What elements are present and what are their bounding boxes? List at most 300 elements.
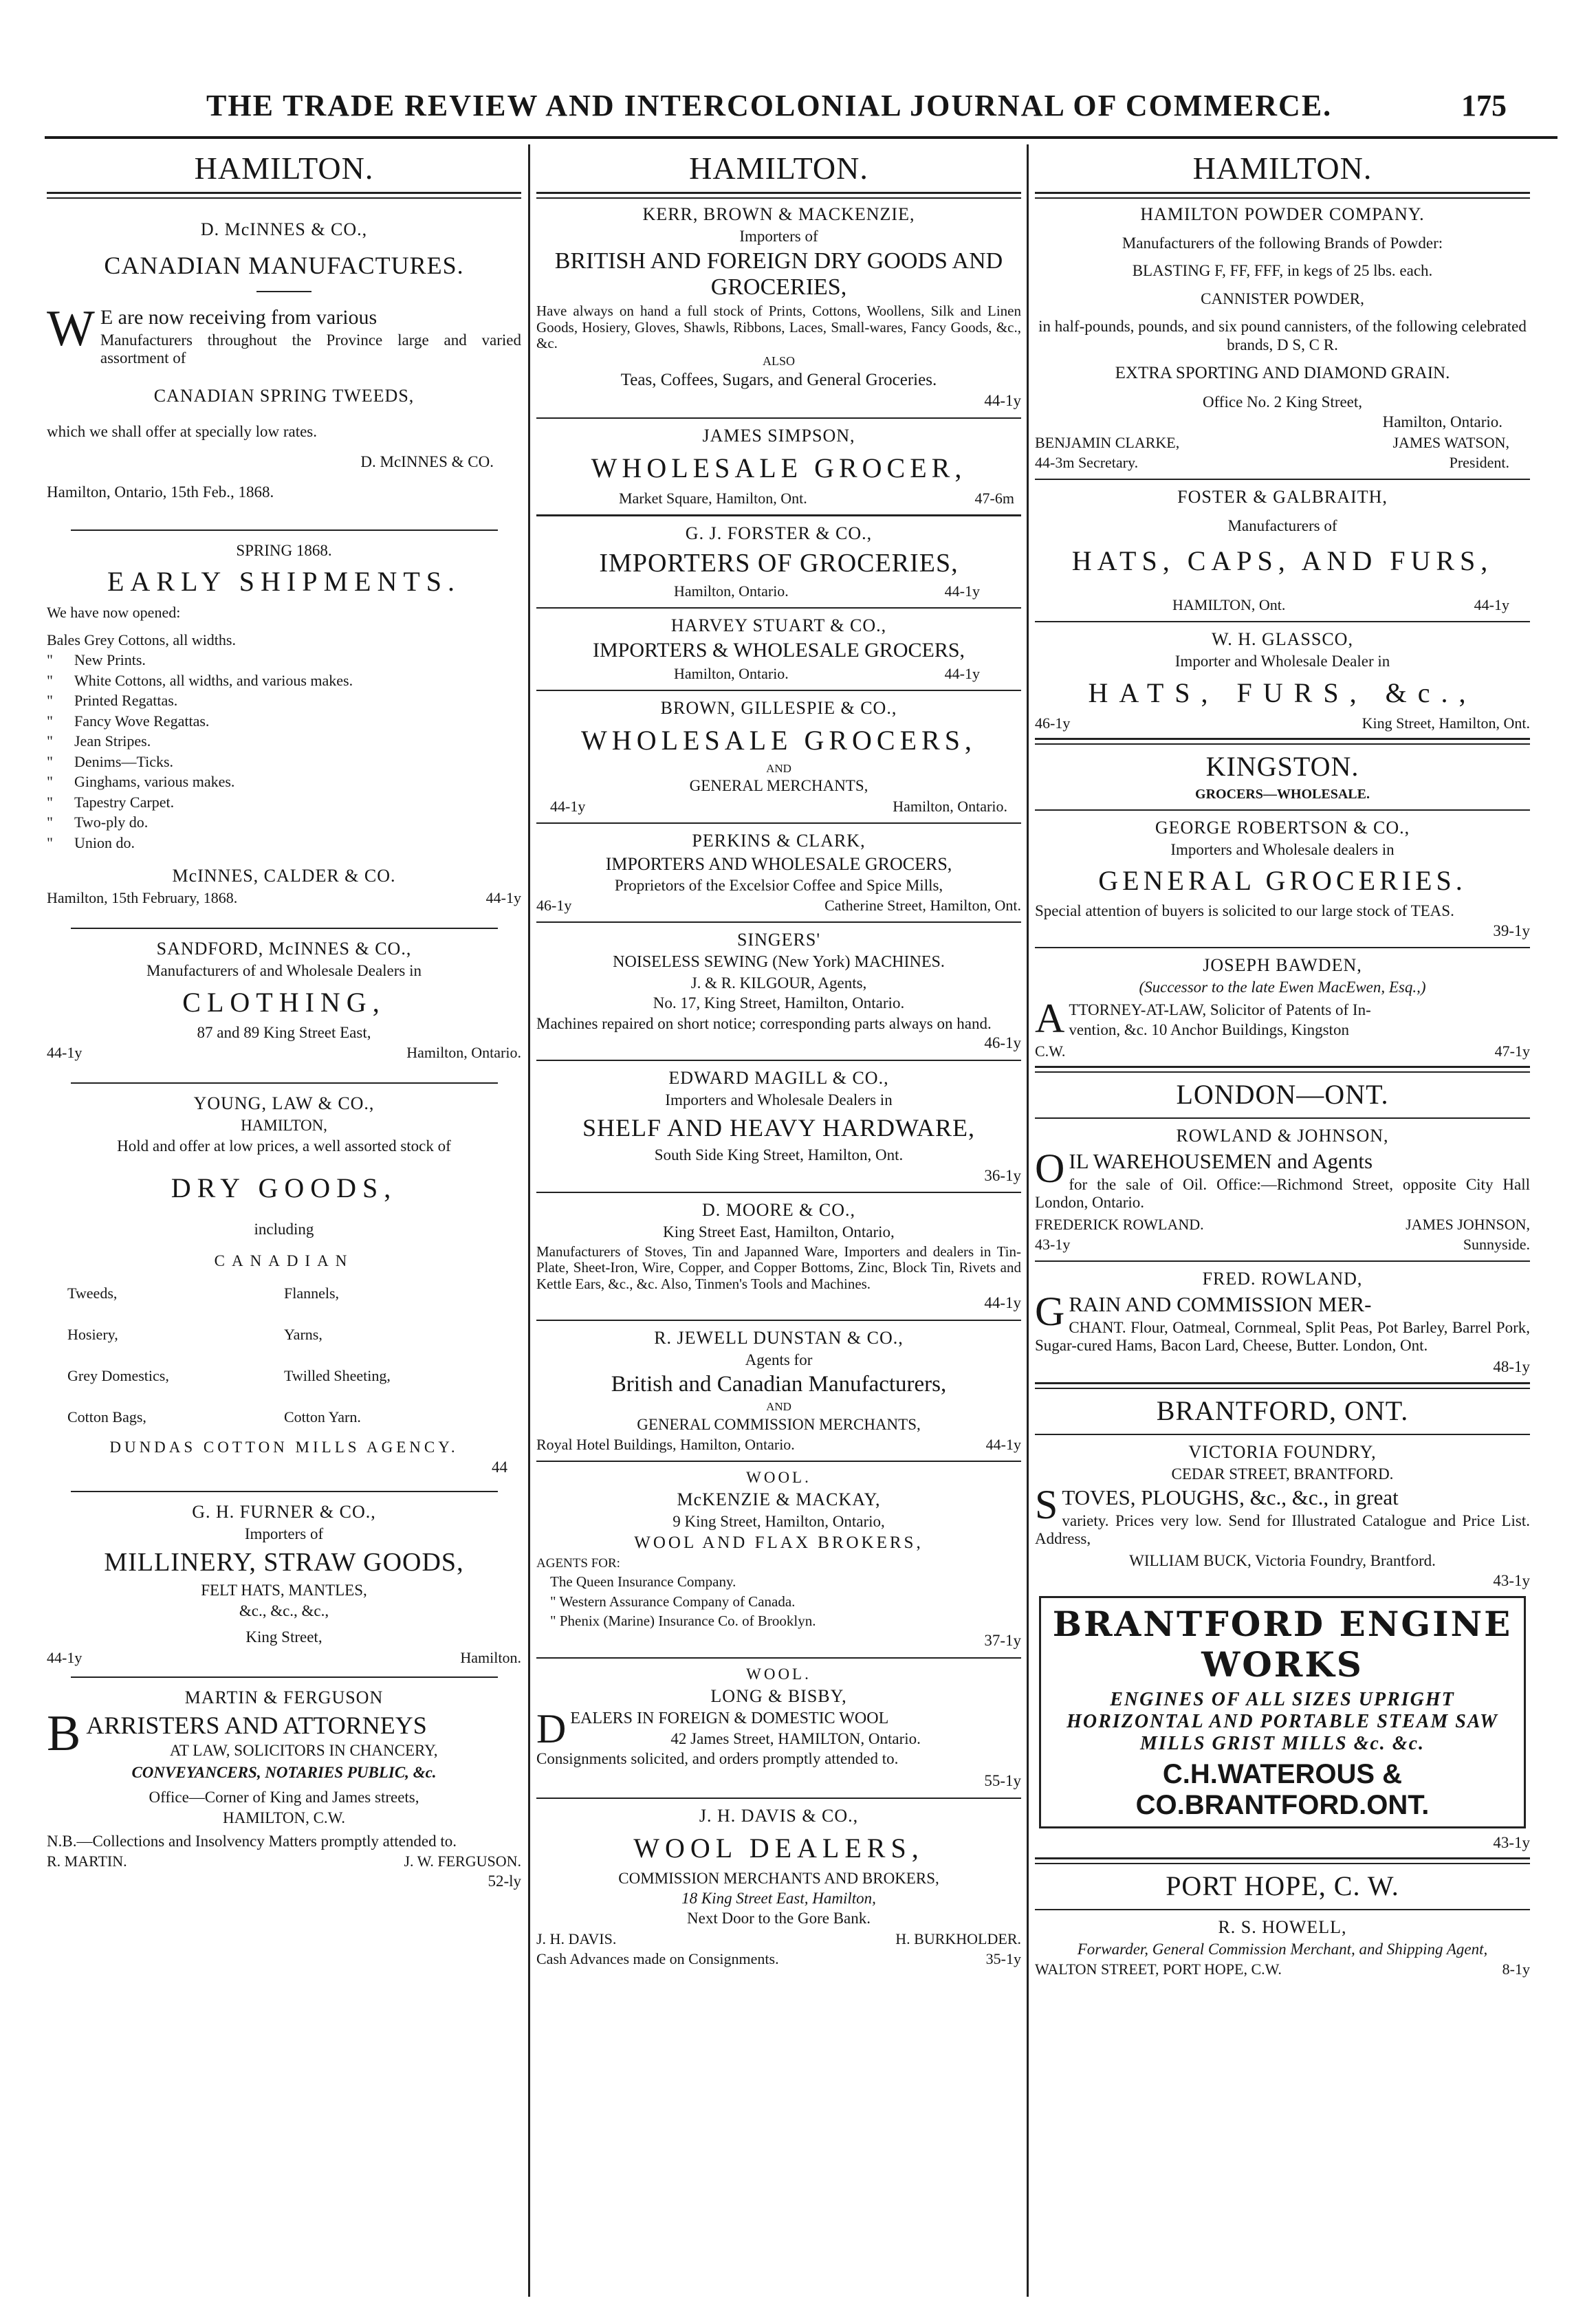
firm-name: HARVEY STUART & CO.,	[670, 615, 887, 635]
ad-code: 47-6m	[974, 489, 1014, 507]
ad-code: 52-ly	[488, 1872, 521, 1890]
firm-name: FOSTER & GALBRAITH,	[1177, 486, 1388, 507]
list-item-label: Jean Stripes.	[74, 732, 151, 750]
ad-text: " Western Assurance Company of Canada.	[550, 1593, 796, 1610]
ad-city: Hamilton, Ontario.	[674, 582, 789, 600]
advertisement	[536, 204, 1021, 411]
advertisement	[47, 1093, 521, 1477]
rule	[1035, 1909, 1530, 1910]
ad-text: DUNDAS COTTON MILLS AGENCY.	[109, 1438, 459, 1456]
ad-text: ALSO	[762, 353, 795, 368]
ad-text: AGENTS FOR:	[536, 1555, 620, 1571]
ditto-mark: "	[47, 813, 53, 831]
ad-code: 55-1y	[984, 1772, 1021, 1790]
advertisement	[1035, 629, 1530, 732]
advertisement	[536, 1665, 1021, 1791]
ad-code: 43-1y	[1035, 1235, 1071, 1253]
partner-name: J. H. DAVIS.	[536, 1930, 617, 1947]
ad-code: 36-1y	[984, 1166, 1021, 1184]
rule	[71, 1491, 498, 1492]
goods-item: Hosiery,	[67, 1325, 118, 1343]
list-item	[47, 671, 521, 690]
firm-name: W. H. GLASSCO,	[1212, 629, 1353, 650]
advertisement	[536, 523, 1021, 600]
city-heading: HAMILTON.	[1192, 151, 1373, 186]
drop-cap: D	[536, 1709, 567, 1751]
ad-top: WOOL.	[746, 1468, 811, 1486]
ad-city: HAMILTON, C.W.	[222, 1809, 346, 1826]
advertisement	[536, 615, 1021, 683]
column-left	[47, 144, 521, 2297]
advertisement	[1035, 818, 1530, 941]
ad-text: CANADIAN	[214, 1252, 354, 1270]
ad-text: Manufacturers of the following Brands of Powder:	[1122, 234, 1443, 252]
ditto-mark: "	[47, 712, 53, 730]
ad-address: Market Square, Hamilton, Ont.	[619, 489, 807, 507]
firm-name: ROWLAND & JOHNSON,	[1176, 1126, 1389, 1146]
engine-works-logo	[1039, 1596, 1526, 1828]
ad-city: Hamilton, Ontario.	[1382, 413, 1502, 431]
ad-text: GENERAL MERCHANTS,	[689, 777, 868, 795]
advertisement	[536, 831, 1021, 915]
ad-code: 46-1y	[536, 897, 572, 915]
logo-firm: C.H.WATEROUS & CO.BRANTFORD.ONT.	[1135, 1758, 1430, 1820]
ad-headline: CANADIAN MANUFACTURES.	[104, 252, 464, 279]
advertisement	[47, 219, 521, 502]
signature: McINNES, CALDER & CO.	[172, 866, 396, 886]
officer-name: BENJAMIN CLARKE,	[1035, 433, 1180, 451]
partner-name: FREDERICK ROWLAND.	[1035, 1215, 1204, 1233]
ad-code: 44	[492, 1459, 507, 1476]
drop-cap: B	[47, 1710, 81, 1762]
firm-name: YOUNG, LAW & CO.,	[193, 1093, 375, 1114]
list-item-label: Two-ply do.	[74, 813, 149, 831]
rule	[71, 1676, 498, 1678]
ad-code: 37-1y	[984, 1632, 1021, 1650]
ad-text: The Queen Insurance Company.	[550, 1573, 736, 1591]
goods-item: Grey Domestics,	[67, 1366, 169, 1384]
city-heading: HAMILTON.	[194, 151, 374, 186]
firm-name: D. McINNES & CO.,	[200, 219, 368, 239]
partner-name: J. W. FERGUSON.	[404, 1853, 521, 1870]
ditto-mark: "	[47, 671, 53, 689]
rule	[536, 921, 1021, 923]
ad-address: CEDAR STREET, BRANTFORD.	[1171, 1465, 1394, 1483]
ad-text: CANNISTER POWDER,	[1201, 290, 1364, 307]
list-item	[47, 651, 521, 670]
list-item	[47, 793, 521, 812]
ad-text: &c., &c., &c.,	[239, 1602, 329, 1619]
firm-name: R. JEWELL DUNSTAN & CO.,	[654, 1327, 904, 1348]
rule	[536, 822, 1021, 824]
rule	[1035, 1434, 1530, 1435]
partner-name: H. BURKHOLDER.	[895, 1930, 1021, 1947]
list-item-label: Printed Regattas.	[74, 692, 178, 710]
ad-headline: GENERAL GROCERIES.	[1098, 865, 1467, 897]
rule	[71, 529, 498, 531]
ditto-mark: "	[47, 752, 53, 770]
partner-name: R. MARTIN.	[47, 1853, 127, 1870]
ad-line: Importers and Wholesale Dealers in	[665, 1091, 893, 1108]
firm-name: G. H. FURNER & CO.,	[192, 1501, 376, 1522]
ad-city: Hamilton.	[460, 1648, 521, 1666]
list-item	[47, 712, 521, 731]
goods-item: Flannels,	[284, 1284, 340, 1302]
ad-headline: CLOTHING,	[182, 986, 386, 1018]
rule	[1035, 809, 1530, 811]
ad-headline: ARRISTERS AND ATTORNEYS	[86, 1711, 427, 1739]
double-rule	[1035, 192, 1530, 199]
advertisement	[47, 939, 521, 1062]
column-right	[1035, 144, 1530, 2297]
drop-cap: S	[1035, 1485, 1058, 1528]
ad-code: 44-1y	[984, 1294, 1021, 1312]
ad-code: 44-1y	[984, 392, 1021, 410]
advertisement	[536, 930, 1021, 1053]
ditto-mark: "	[47, 773, 53, 791]
ad-headline: WHOLESALE GROCER,	[591, 452, 967, 483]
ad-text: N.B.—Collections and Insolvency Matters promptly attended to.	[47, 1833, 457, 1850]
ditto-mark: "	[47, 833, 53, 851]
ad-code: 44-1y	[1474, 596, 1509, 614]
ad-line: Agents for	[745, 1351, 813, 1368]
advertisement	[47, 542, 521, 907]
firm-name: SANDFORD, McINNES & CO.,	[156, 939, 412, 959]
ad-text: Have always on hand a full stock of Prints, Cottons, Woollens, Silk and Linen Goods, Hosiery, Gloves, Shawls, Ribbons, Laces, Small-wares, Fancy Goods, &c., &c.	[536, 303, 1021, 352]
ad-text: AT LAW, SOLICITORS IN CHANCERY,	[169, 1741, 438, 1759]
advertisement	[1035, 204, 1530, 472]
city-heading: LONDON—ONT.	[1176, 1079, 1389, 1111]
ad-text: including	[254, 1221, 314, 1238]
ad-address: Next Door to the Gore Bank.	[687, 1910, 871, 1927]
ad-headline: EARLY SHIPMENTS.	[107, 566, 461, 598]
advertisement	[536, 426, 1021, 507]
ad-code: 44-1y	[550, 797, 586, 815]
rule	[71, 1082, 498, 1084]
ditto-mark: "	[47, 651, 53, 669]
partner-name: JAMES JOHNSON,	[1406, 1215, 1530, 1233]
list-item	[47, 772, 521, 791]
city-heading: BRANTFORD, ONT.	[1156, 1395, 1409, 1426]
double-rule	[1035, 738, 1530, 745]
officer-title: 44-3m Secretary.	[1035, 453, 1139, 471]
ad-address: Office No. 2 King Street,	[1202, 393, 1363, 411]
list-item-label: Union do.	[74, 833, 135, 851]
goods-grid	[67, 1285, 501, 1426]
ad-text: AND	[766, 1400, 791, 1413]
rule	[536, 1798, 1021, 1799]
ad-code: 46-1y	[984, 1034, 1021, 1052]
firm-name: PERKINS & CLARK,	[692, 830, 866, 851]
ad-line: Importers and Wholesale dealers in	[1170, 840, 1395, 858]
double-rule	[536, 192, 1021, 199]
ad-code: 44-1y	[944, 664, 980, 682]
rule	[1035, 479, 1530, 480]
advertisement	[1035, 955, 1530, 1060]
firm-name: KERR, BROWN & MACKENZIE,	[642, 204, 915, 224]
firm-name: GEORGE ROBERTSON & CO.,	[1155, 817, 1410, 838]
ad-text: FELT HATS, MANTLES,	[201, 1582, 367, 1599]
ad-text: TTORNEY-AT-LAW, Solicitor of Patents of In-	[1069, 1001, 1371, 1018]
ad-address: 87 and 89 King Street East,	[197, 1023, 371, 1041]
double-rule	[47, 192, 521, 199]
ad-line: Importers of	[739, 228, 818, 245]
ad-headline: NOISELESS SEWING (New York) MACHINES.	[613, 953, 945, 972]
ad-text: Cash Advances made on Consignments.	[536, 1949, 779, 1967]
ad-address: King Street,	[245, 1628, 323, 1646]
firm-name: R. S. HOWELL,	[1218, 1916, 1347, 1937]
firm-name: VICTORIA FOUNDRY,	[1188, 1441, 1377, 1462]
goods-item: Tweeds,	[67, 1284, 118, 1302]
advertisement	[47, 1687, 521, 1891]
ad-code: 39-1y	[1493, 921, 1530, 939]
ad-text: BLASTING F, FF, FFF, in kegs of 25 lbs. each.	[1132, 262, 1433, 280]
officer-name: JAMES WATSON,	[1392, 433, 1509, 451]
ad-item: CANADIAN SPRING TWEEDS,	[153, 385, 415, 406]
logo-title: BRANTFORD ENGINE WORKS	[1052, 1603, 1513, 1685]
ad-text: CONVEYANCERS, NOTARIES PUBLIC, &c.	[131, 1763, 437, 1781]
goods-item: Twilled Sheeting,	[284, 1366, 391, 1384]
ad-text: Consignments solicited, and orders promptly attended to.	[536, 1750, 899, 1768]
city-heading: KINGSTON.	[1205, 750, 1359, 782]
advertisement	[536, 1200, 1021, 1312]
ad-text: in half-pounds, pounds, and six pound cannisters, of the following celebrated brands, D S, C R.	[1038, 318, 1527, 353]
ad-text: for the sale of Oil. Office:—Richmond Street, opposite City Hall London, Ontario.	[1035, 1176, 1530, 1211]
ad-line: Hold and offer at low prices, a well assorted stock of	[117, 1137, 451, 1155]
ad-headline: HATS, CAPS, AND FURS,	[1071, 545, 1494, 577]
ad-address: 9 King Street, Hamilton, Ontario,	[673, 1513, 885, 1531]
drop-cap: A	[1035, 998, 1065, 1041]
advertisement	[536, 698, 1021, 816]
date-line: Hamilton, Ontario, 15th Feb., 1868.	[47, 483, 274, 501]
ad-headline: DRY GOODS,	[171, 1172, 397, 1203]
advertisement	[536, 1806, 1021, 1968]
ad-text: variety. Prices very low. Send for Illustrated Catalogue and Price List. Address,	[1035, 1512, 1530, 1547]
ad-headline: MILLINERY, STRAW GOODS,	[104, 1548, 464, 1577]
firm-name: FRED. ROWLAND,	[1202, 1268, 1363, 1289]
ad-code: 44-1y	[944, 582, 980, 600]
goods-item: Cotton Yarn.	[284, 1408, 361, 1425]
firm-name: J. H. DAVIS & CO.,	[699, 1805, 859, 1826]
list-item-label: New Prints.	[74, 651, 146, 669]
shipment-list	[47, 651, 521, 852]
firm-name: G. J. FORSTER & CO.,	[685, 523, 873, 543]
advertisement	[536, 1328, 1021, 1454]
ad-code: 47-1y	[1494, 1042, 1530, 1060]
ad-text: Proprietors of the Excelsior Coffee and Spice Mills,	[614, 876, 943, 894]
signature: D. McINNES & CO.	[360, 452, 494, 470]
ad-code: 43-1y	[1493, 1572, 1530, 1590]
section-subheading: GROCERS—WHOLESALE.	[1195, 786, 1370, 802]
ad-text: (Successor to the late Ewen MacEwen, Esq.,)	[1139, 979, 1426, 996]
list-item	[47, 752, 521, 772]
list-item	[47, 732, 521, 751]
ad-text: Forwarder, General Commission Merchant, and Shipping Agent,	[1077, 1940, 1488, 1958]
advertisement	[536, 1068, 1021, 1185]
column-rule	[1027, 144, 1029, 2297]
rule	[1035, 621, 1530, 622]
ad-text: GENERAL COMMISSION MERCHANTS,	[637, 1415, 921, 1433]
running-header: THE TRADE REVIEW AND INTERCOLONIAL JOURNAL OF COMMERCE.	[206, 89, 1333, 122]
ad-code: 44-1y	[485, 889, 521, 907]
rule	[536, 1657, 1021, 1659]
ad-address: King Street, Hamilton, Ont.	[1362, 714, 1530, 732]
list-item: Bales Grey Cottons, all widths.	[47, 631, 236, 648]
ad-code: 46-1y	[1035, 714, 1071, 732]
firm-name: JAMES SIMPSON,	[702, 425, 855, 446]
goods-item: Cotton Bags,	[67, 1408, 146, 1425]
ad-city: Sunnyside.	[1463, 1235, 1530, 1253]
ad-headline: British and Canadian Manufacturers,	[611, 1372, 947, 1397]
list-item-label: Tapestry Carpet.	[74, 793, 175, 811]
ad-text: CHANT. Flour, Oatmeal, Cornmeal, Split Peas, Pot Barley, Barrel Pork, Sugar-cured Hams, Bacon Lard, Cheese, Butter. London, Ont.	[1035, 1318, 1530, 1354]
ad-address: South Side King Street, Hamilton, Ont.	[654, 1146, 904, 1164]
ad-address: No. 17, King Street, Hamilton, Ontario.	[653, 994, 905, 1012]
ad-text: E are now receiving from various	[100, 306, 378, 329]
ad-code: 43-1y	[1493, 1833, 1530, 1851]
ad-code: 44-1y	[47, 1648, 83, 1666]
ad-headline: RAIN AND COMMISSION MER-	[1069, 1291, 1372, 1316]
ad-city: Hamilton, Ontario.	[406, 1044, 521, 1062]
ad-text: Teas, Coffees, Sugars, and General Groceries.	[620, 370, 937, 389]
ad-headline: IMPORTERS & WHOLESALE GROCERS,	[592, 638, 965, 662]
officer-title: President.	[1449, 453, 1509, 471]
ad-line: Importers of	[244, 1525, 324, 1542]
ad-text: Special attention of buyers is solicited to our large stock of TEAS.	[1035, 902, 1454, 920]
logo-text: ENGINES OF ALL SIZES UPRIGHT HORIZONTAL AND PORTABLE STEAM SAW MILLS GRIST MILLS &c. &c.	[1067, 1688, 1498, 1754]
column-middle	[536, 144, 1021, 2297]
ad-line: Manufacturers of and Wholesale Dealers in	[146, 962, 422, 980]
ad-address: 42 James Street, HAMILTON, Ontario.	[670, 1729, 921, 1747]
ad-text: vention, &c. 10 Anchor Buildings, Kingston	[1069, 1020, 1349, 1038]
rule	[1035, 1260, 1530, 1262]
advertisement	[1035, 1442, 1530, 1591]
advertisement	[1035, 1917, 1530, 1978]
ditto-mark: "	[47, 793, 53, 811]
ad-headline: WOOL DEALERS,	[633, 1832, 924, 1864]
ad-headline: WHOLESALE GROCERS,	[581, 724, 976, 756]
advertisement	[47, 1502, 521, 1667]
rule	[1035, 947, 1530, 948]
firm-name: JOSEPH BAWDEN,	[1203, 955, 1362, 976]
firm-name: SINGERS'	[736, 930, 821, 950]
drop-cap: G	[1035, 1291, 1065, 1334]
ad-top: WOOL.	[746, 1665, 811, 1683]
firm-name: EDWARD MAGILL & CO.,	[668, 1067, 889, 1088]
list-item-label: Ginghams, various makes.	[74, 773, 235, 791]
ad-code: 8-1y	[1502, 1960, 1530, 1978]
ad-headline: WOOL AND FLAX BROKERS,	[634, 1533, 923, 1552]
double-rule	[1035, 1857, 1530, 1864]
ad-season: SPRING 1868.	[236, 541, 332, 559]
advertisement	[1035, 1269, 1530, 1377]
ad-line: Manufacturers of	[1227, 516, 1337, 534]
ad-code: 35-1y	[985, 1949, 1021, 1967]
firm-name: MARTIN & FERGUSON	[184, 1687, 384, 1707]
short-rule	[256, 291, 311, 292]
ad-headline: BRITISH AND FOREIGN DRY GOODS AND GROCERIES,	[554, 248, 1003, 301]
ditto-mark: "	[47, 692, 53, 710]
ad-headline: IMPORTERS OF GROCERIES,	[599, 548, 959, 578]
double-rule	[1035, 1382, 1530, 1389]
ad-headline: TOVES, PLOUGHS, &c., &c., in great	[1062, 1485, 1399, 1510]
date-line: Hamilton, 15th February, 1868.	[47, 889, 238, 907]
firm-name: HAMILTON POWDER COMPANY.	[1140, 204, 1425, 224]
ad-text: EXTRA SPORTING AND DIAMOND GRAIN.	[1115, 364, 1450, 383]
drop-cap: O	[1035, 1149, 1065, 1192]
drop-cap: W	[47, 306, 95, 357]
ad-line: Importer and Wholesale Dealer in	[1174, 653, 1390, 670]
rule	[71, 928, 498, 929]
ad-note: which we shall offer at specially low rates.	[47, 422, 317, 440]
list-item	[47, 833, 521, 853]
goods-item: Yarns,	[284, 1325, 323, 1343]
ad-text: J. & R. KILGOUR, Agents,	[690, 974, 867, 992]
ad-text: AND	[766, 761, 791, 775]
ad-headline: IL WAREHOUSEMEN and Agents	[1069, 1149, 1373, 1174]
ad-text: C.W.	[1035, 1042, 1066, 1060]
ad-city: Hamilton, Ontario.	[893, 797, 1007, 815]
ad-city: HAMILTON,	[241, 1117, 327, 1135]
ad-headline: HATS, FURS, &c.,	[1088, 677, 1477, 708]
ad-text: Manufacturers throughout the Province large and varied assortment of	[100, 331, 521, 367]
list-item	[47, 691, 521, 710]
double-rule	[1035, 1066, 1530, 1073]
ad-address: WALTON STREET, PORT HOPE, C.W.	[1035, 1960, 1282, 1978]
ad-text: COMMISSION MERCHANTS AND BROKERS,	[618, 1869, 939, 1887]
ad-code: 44-1y	[985, 1435, 1021, 1453]
list-item-label: Fancy Wove Regattas.	[74, 712, 210, 730]
firm-name: LONG & BISBY,	[710, 1685, 847, 1706]
rule	[536, 514, 1021, 516]
firm-name: BROWN, GILLESPIE & CO.,	[660, 697, 897, 718]
header-rule	[45, 136, 1557, 139]
list-item	[47, 813, 521, 832]
page-number: 175	[1461, 89, 1507, 122]
rule	[536, 1461, 1021, 1462]
ad-code: 48-1y	[1493, 1358, 1530, 1376]
advertisement	[1035, 487, 1530, 614]
rule	[536, 1320, 1021, 1321]
rule	[536, 607, 1021, 609]
ad-code: 44-1y	[47, 1044, 83, 1062]
ad-address: 18 King Street East, Hamilton,	[681, 1890, 876, 1908]
ad-headline: IMPORTERS AND WHOLESALE GROCERS,	[605, 853, 952, 874]
list-item-label: White Cottons, all widths, and various makes.	[74, 671, 353, 689]
ad-text: Manufacturers of Stoves, Tin and Japanned Ware, Importers and dealers in Tin-Plate, Sheet-Iron, Wire, Copper, and Copper Bottoms, Zinc, Block Tin, Rivets and Kettle Ears, &c., &c. Also, Tinmen's Tools and Machines.	[536, 1243, 1021, 1292]
ad-address: King Street East, Hamilton, Ontario,	[663, 1223, 895, 1241]
city-heading: HAMILTON.	[689, 151, 868, 186]
ditto-mark: "	[47, 732, 53, 750]
ad-headline: SHELF AND HEAVY HARDWARE,	[582, 1114, 976, 1142]
signature: WILLIAM BUCK, Victoria Foundry, Brantford.	[1129, 1551, 1436, 1569]
advertisement	[536, 1469, 1021, 1650]
rule	[536, 417, 1021, 419]
firm-name: McKENZIE & MACKAY,	[677, 1489, 881, 1510]
rule	[536, 1192, 1021, 1193]
firm-name: D. MOORE & CO.,	[701, 1200, 855, 1221]
rule	[1035, 1117, 1530, 1119]
rule	[536, 1060, 1021, 1061]
ad-intro: We have now opened:	[47, 604, 181, 622]
ad-address: Royal Hotel Buildings, Hamilton, Ontario.	[536, 1435, 795, 1453]
list-item-label: Denims—Ticks.	[74, 752, 174, 770]
ad-city: Hamilton, Ontario.	[674, 664, 789, 682]
ad-headline: EALERS IN FOREIGN & DOMESTIC WOOL	[570, 1709, 889, 1727]
city-heading: PORT HOPE, C. W.	[1166, 1870, 1399, 1901]
column-rule	[528, 144, 530, 2297]
ad-text: Machines repaired on short notice; corresponding parts always on hand.	[536, 1014, 992, 1032]
